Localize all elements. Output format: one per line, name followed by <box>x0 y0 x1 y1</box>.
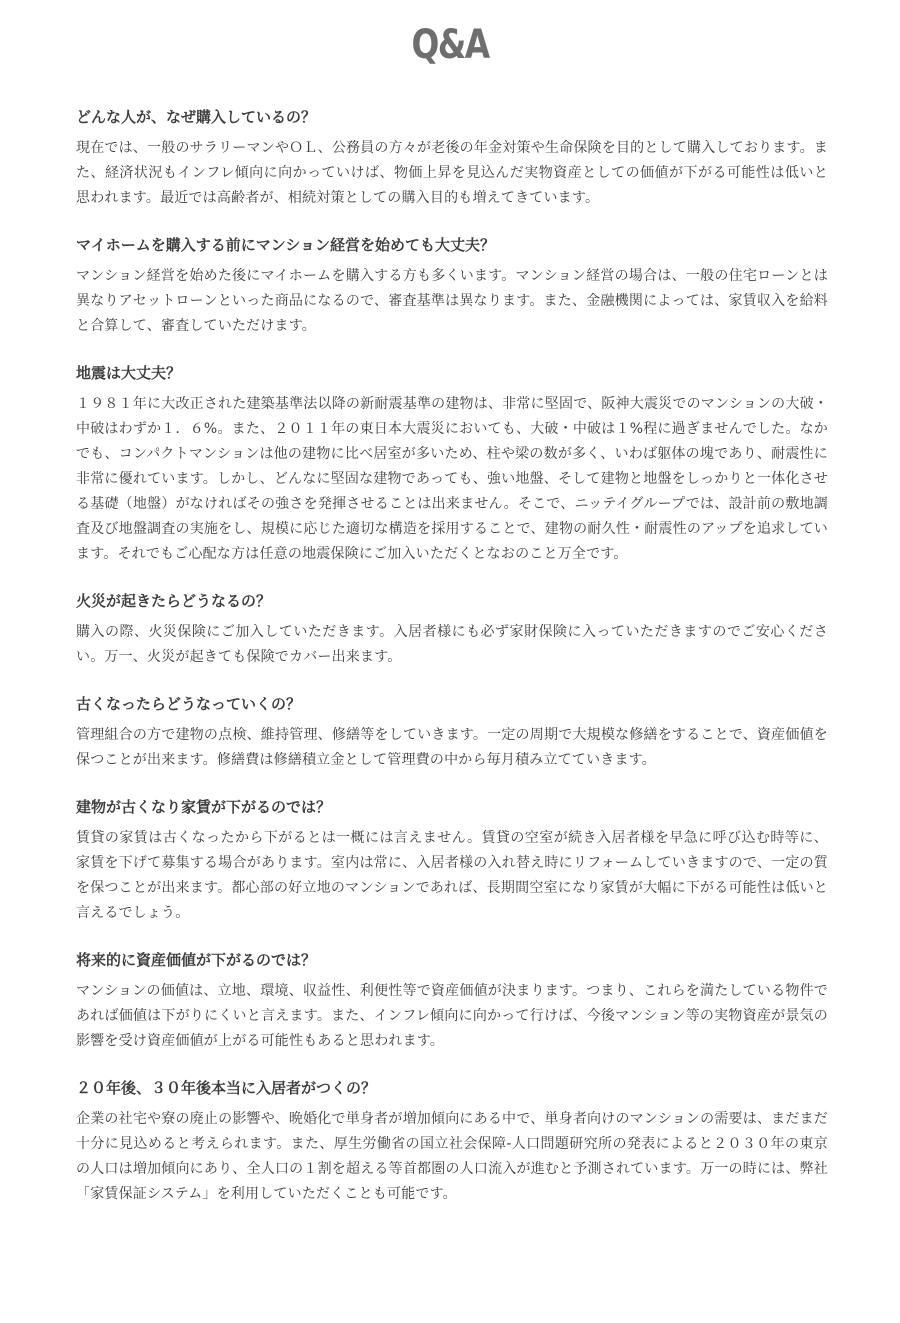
faq-question: 古くなったらどうなっていくの？ <box>76 695 302 713</box>
faq-item <box>76 104 828 211</box>
faq-item <box>76 947 828 1054</box>
faq-item <box>76 691 828 773</box>
faq-answer: 賃貸の家賃は古くなったから下がるとは一概には言えません。賃貸の空室が続き入居者様を早急に呼び込む時等に、家賃を下げて募集する場合があります。室内は常に、入居者様の入れ替え時にリフォームしていきますので、一定の質を保つことが出来ます。都心部の好立地のマンションであれば、長期間空室になり家賃が大幅に下がる可能性は低いと言えるでしょう。 <box>76 830 828 921</box>
faq-question: マイホームを購入する前にマンション経営を始めても大丈夫？ <box>76 236 496 254</box>
faq-question: どんな人が、なぜ購入しているの？ <box>76 108 317 126</box>
faq-item <box>76 232 828 339</box>
faq-question: 将来的に資産価値が下がるのでは？ <box>76 951 317 969</box>
faq-item <box>76 794 828 926</box>
faq-answer: 購入の際、火災保険にご加入していただきます。入居者様にも必ず家財保険に入っていただきますのでご安心ください。万一、火災が起きても保険でカバー出来ます。 <box>76 624 828 665</box>
faq-question: 建物が古くなり家賃が下がるのでは？ <box>76 798 332 816</box>
faq-question: 火災が起きたらどうなるの？ <box>76 592 272 610</box>
page-title: Q&A <box>411 21 489 68</box>
faq-item <box>76 588 828 670</box>
faq-answer: マンション経営を始めた後にマイホームを購入する方も多くいます。マンション経営の場合は、一般の住宅ローンとは異なりアセットローンといった商品になるので、審査基準は異なります。また、金融機関によっては、家賃収入を給料と合算して、審査していただけます。 <box>76 268 828 334</box>
faq-answer: 企業の社宅や寮の廃止の影響や、晩婚化で単身者が増加傾向にある中で、単身者向けのマンションの需要は、まだまだ十分に見込めると考えられます。また、厚生労働省の国立社会保障-人口問題研究所の発表によると２０３０年の東京の人口は増加傾向にあり、全人口の１割を超える等首都圏の人口流入が進むと予測されています。万一の時には、弊社「家賃保証システム」を利用していただくことも可能です。 <box>76 1111 828 1202</box>
faq-list <box>76 104 828 1207</box>
faq-question: ２０年後、３０年後本当に入居者がつくの？ <box>76 1079 377 1097</box>
faq-answer: １９８１年に大改正された建築基準法以降の新耐震基準の建物は、非常に堅固で、阪神大震災でのマンションの大破・中破はわずか１．６%。また、２０１１年の東日本大震災においても、大破・中破は１%程に過ぎませんでした。なかでも、コンパクトマンションは他の建物に比べ居室が多いため、柱や梁の数が多く、いわば躯体の塊であり、耐震性に非常に優れています。しかし、どんなに堅固な建物であっても、強い地盤、そして建物と地盤をしっかりと一体化させる基礎（地盤）がなければその強さを発揮させることは出来ません。そこで、ニッテイグループでは、設計前の敷地調査及び地盤調査の実施をし、規模に応じた適切な構造を採用することで、建物の耐久性・耐震性のアップを追求しています。それでもご心配な方は任意の地震保険にご加入いただくとなおのこと万全です。 <box>76 396 828 562</box>
faq-item <box>76 1075 828 1207</box>
faq-answer: マンションの価値は、立地、環境、収益性、利便性等で資産価値が決まります。つまり、これらを満たしている物件であれば価値は下がりにくいと言えます。また、インフレ傾向に向かって行けば、今後マンション等の実物資産が景気の影響を受け資産価値が上がる可能性もあると思われます。 <box>76 983 828 1049</box>
faq-answer: 管理組合の方で建物の点検、維持管理、修繕等をしていきます。一定の周期で大規模な修繕をすることで、資産価値を保つことが出来ます。修繕費は修繕積立金として管理費の中から毎月積み立てていきます。 <box>76 727 828 768</box>
faq-item <box>76 360 828 567</box>
faq-answer: 現在では、一般のサラリーマンやＯＬ、公務員の方々が老後の年金対策や生命保険を目的として購入しております。また、経済状況もインフレ傾向に向かっていけば、物価上昇を見込んだ実物資産としての価値が下がる可能性は低いと思われます。最近では高齢者が、相続対策としての購入目的も増えてきています。 <box>76 140 828 206</box>
faq-question: 地震は大丈夫？ <box>76 364 182 382</box>
